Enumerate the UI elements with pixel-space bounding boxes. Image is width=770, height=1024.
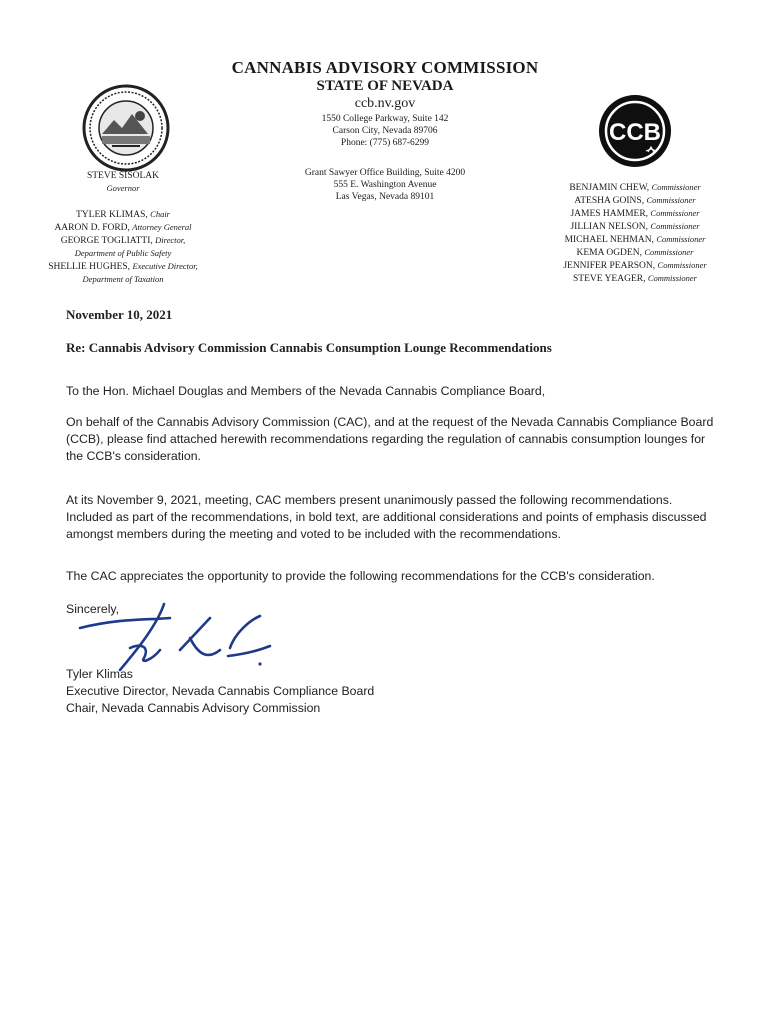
letter-paragraph: The CAC appreciates the opportunity to provide the following recommendations for the CCB's consideration. <box>66 569 655 583</box>
member-entry: Department of Public Safety <box>74 248 172 258</box>
commission-title: CANNABIS ADVISORY COMMISSION <box>231 58 539 77</box>
state-subtitle: STATE OF NEVADA <box>316 78 454 94</box>
signer-title: Chair, Nevada Cannabis Advisory Commission <box>66 701 321 715</box>
letter-subject: Re: Cannabis Advisory Commission Cannabis Consumption Lounge Recommendations <box>66 340 552 355</box>
letter-date: November 10, 2021 <box>66 307 173 322</box>
signer-title: Executive Director, Nevada Cannabis Compliance Board <box>66 684 375 698</box>
governor-title: Governor <box>106 183 140 193</box>
governor-name: STEVE SISOLAK <box>86 171 160 181</box>
letter-greeting: To the Hon. Michael Douglas and Members of the Nevada Cannabis Compliance Board, <box>66 384 546 398</box>
address-line: 1550 College Parkway, Suite 142 <box>321 114 449 124</box>
commissioner-entry: JAMES HAMMER, Commissioner <box>570 208 700 219</box>
member-entry: GEORGE TOGLIATTI, Director, <box>60 235 186 246</box>
logo-text: CCB <box>609 119 661 146</box>
signature-block <box>66 666 716 717</box>
commissioner-entry: ATESHA GOINS, Commissioner <box>574 195 696 206</box>
website-link[interactable]: ccb.nv.gov <box>354 96 416 111</box>
commissioner-entry: JILLIAN NELSON, Commissioner <box>570 221 700 232</box>
address-line: Las Vegas, Nevada 89101 <box>335 192 435 202</box>
letter-closing: Sincerely, <box>66 602 120 616</box>
member-entry: SHELLIE HUGHES, Executive Director, <box>48 261 198 272</box>
commissioner-entry: STEVE YEAGER, Commissioner <box>573 273 697 284</box>
address-phone: Phone: (775) 687-6299 <box>340 138 430 148</box>
nevada-state-seal-icon <box>82 84 170 172</box>
member-entry: AARON D. FORD, Attorney General <box>54 222 192 233</box>
governor-and-members-list <box>48 170 198 286</box>
address-line: Carson City, Nevada 89706 <box>332 126 438 136</box>
commissioner-entry: JENNIFER PEARSON, Commissioner <box>563 260 707 271</box>
commissioner-entry: BENJAMIN CHEW, Commissioner <box>569 182 701 193</box>
letter-paragraph: On behalf of the Cannabis Advisory Commission (CAC), and at the request of the Nevada Cannabis Compliance Board (CCB), please find attached herewith recommendations regarding the regulation of cannabis consumption lounges for the CCB's consideration. <box>66 415 714 463</box>
signer-name: Tyler Klimas <box>66 667 133 681</box>
commissioner-entry: MICHAEL NEHMAN, Commissioner <box>564 234 706 245</box>
address-line: 555 E. Washington Avenue <box>333 180 437 190</box>
address-line: Grant Sawyer Office Building, Suite 4200 <box>304 168 466 178</box>
member-entry: TYLER KLIMAS, Chair <box>76 209 170 220</box>
letter-paragraph: At its November 9, 2021, meeting, CAC members present unanimously passed the following recommendations. Included as part of the recommendations, in bold text, are additional considerations and points of emphasis discussed amongst members during the meeting and voted to be included with the recommendations. <box>66 493 707 541</box>
member-entry: Department of Taxation <box>82 274 164 284</box>
ccb-logo-icon <box>598 94 672 168</box>
commissioners-list <box>545 181 725 285</box>
commissioner-entry: KEMA OGDEN, Commissioner <box>576 247 694 258</box>
